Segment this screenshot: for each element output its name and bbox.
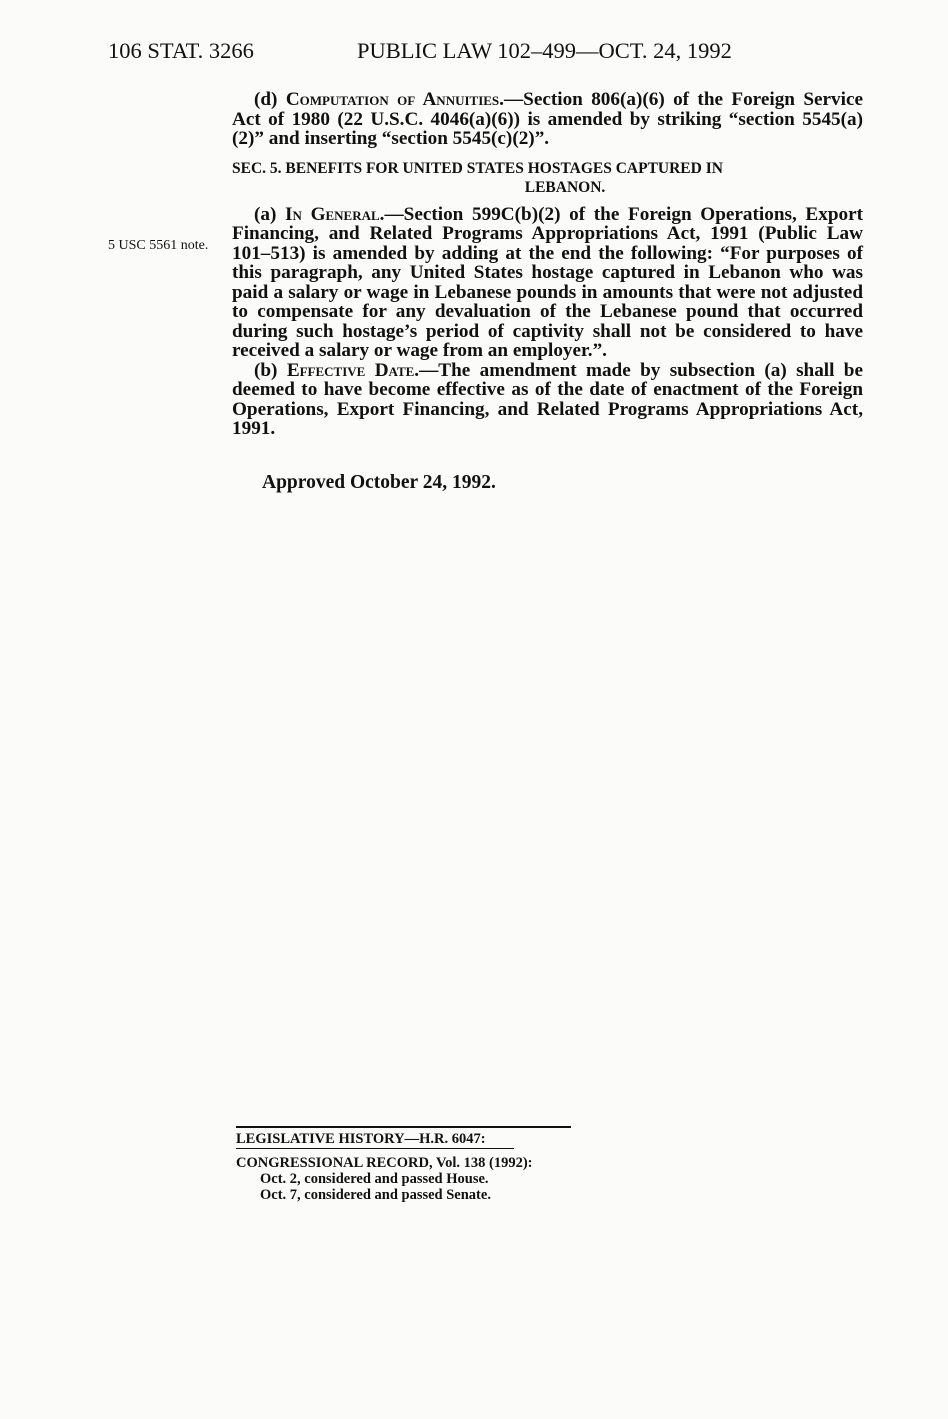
section-5-heading-line1: SEC. 5. BENEFITS FOR UNITED STATES HOSTAGES CAPTURED IN <box>232 159 723 177</box>
section-5b-paragraph <box>232 361 863 439</box>
history-entry-house: Oct. 2, considered and passed House. <box>260 1171 489 1187</box>
section-4d-paragraph <box>232 90 863 149</box>
legislative-history-divider <box>236 1148 514 1149</box>
congressional-record: CONGRESSIONAL RECORD, Vol. 138 (1992): <box>236 1155 533 1171</box>
section-5-heading-line2: LEBANON. <box>524 178 606 196</box>
usc-margin-note: 5 USC 5561 note. <box>108 238 209 253</box>
section-5b-label: (b) <box>254 359 287 381</box>
section-5b-text: —The amendment made by subsection (a) shall be deemed to have become effective as of the date of enactment of the Foreign Operations, Export Financing, and Related Programs Appropriations Act, 1991. <box>232 359 863 439</box>
section-5a-paragraph <box>232 205 863 361</box>
section-4d-label: (d) <box>254 89 286 110</box>
approval-date: Approved October 24, 1992. <box>262 472 496 493</box>
main-text <box>232 90 863 439</box>
history-entry-senate: Oct. 7, considered and passed Senate. <box>260 1187 491 1203</box>
legislative-history-top-rule <box>236 1126 571 1128</box>
section-5a-label: (a) <box>254 203 286 225</box>
section-5b-heading: Effective Date. <box>286 359 420 381</box>
legislative-history <box>236 1126 571 1203</box>
section-4d-text: —Section 806(a)(6) of the Foreign Service Act of 1980 (22 U.S.C. 4046(a)(6)) is amended by striking “section 5545(a)(2)” and inserting “section 5545(c)(2)”. <box>232 89 863 149</box>
section-5a-heading: In General. <box>285 203 385 225</box>
public-law-title: PUBLIC LAW 102–499—OCT. 24, 1992 <box>357 38 732 63</box>
section-4d-heading: Computation of Annuities. <box>285 89 504 110</box>
legislative-history-title: LEGISLATIVE HISTORY—H.R. 6047: <box>236 1131 486 1147</box>
section-5a-text: —Section 599C(b)(2) of the Foreign Operations, Export Financing, and Related Programs Appropriations Act, 1991 (Public Law 101–513) is amended by adding at the end the following: “For purposes of this paragraph, any United States hostage captured in Lebanon who was paid a salary or wage in Lebanese pounds in amounts that were not adjusted to compensate for any devaluation of the Lebanese pound that occurred during such hostage’s period of captivity shall not be considered to have received a salary or wage from an employer.”. <box>232 203 863 361</box>
stat-page-number: 106 STAT. 3266 <box>108 38 254 63</box>
section-5-heading <box>232 159 863 197</box>
